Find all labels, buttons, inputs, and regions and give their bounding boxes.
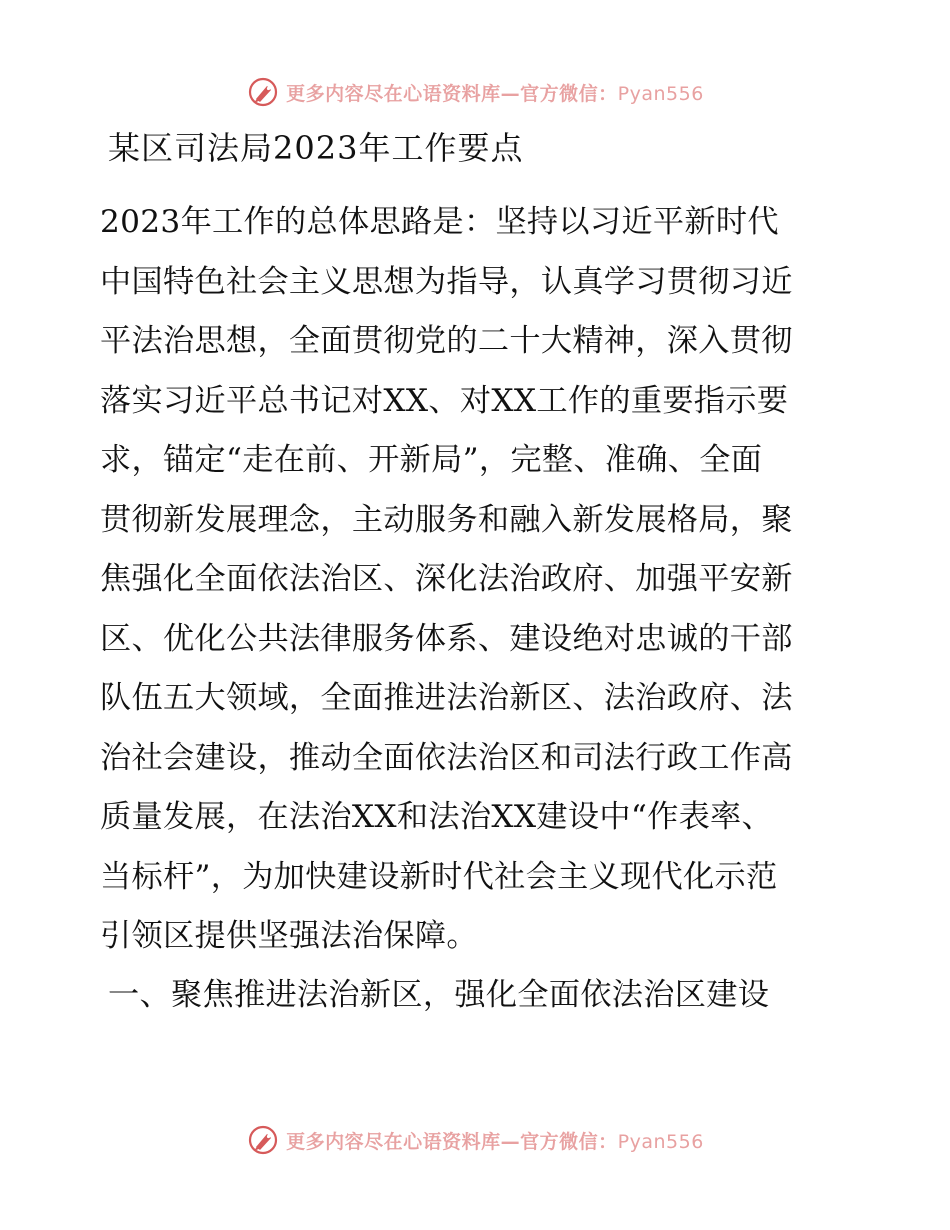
paragraph-line: 区、优化公共法律服务体系、建设绝对忠诚的干部 <box>100 620 793 657</box>
paragraph-line: 贯彻新发展理念，主动服务和融入新发展格局，聚 <box>100 501 793 538</box>
watermark-header <box>0 72 950 112</box>
paragraph-line: 质量发展，在法治XX和法治XX建设中“作表率、 <box>100 799 774 835</box>
watermark-footer <box>0 1120 950 1160</box>
section-heading: 一、聚焦推进法治新区，强化全面依法治区建设 <box>108 977 770 1013</box>
paragraph-line: 引领区提供坚强法治保障。 <box>100 918 478 954</box>
paragraph-line: 中国特色社会主义思想为指导，认真学习贯彻习近 <box>100 263 793 300</box>
paragraph-line: 治社会建设，推动全面依法治区和司法行政工作高 <box>100 739 793 776</box>
paragraph-line: 求，锚定“走在前、开新局”，完整、准确、全面 <box>100 442 763 478</box>
watermark-text: 更多内容尽在心语资料库—官方微信：Pyan556 <box>286 1130 704 1153</box>
paragraph-line: 焦强化全面依法治区、深化法治政府、加强平安新 <box>100 561 793 597</box>
body-paragraph <box>100 193 850 967</box>
pen-nib-circle-icon <box>246 1123 280 1157</box>
document-title: 某区司法局2023年工作要点 <box>108 129 524 167</box>
paragraph-line: 落实习近平总书记对XX、对XX工作的重要指示要 <box>100 382 789 419</box>
paragraph-line: 队伍五大领域，全面推进法治新区、法治政府、法 <box>100 680 793 716</box>
watermark-text: 更多内容尽在心语资料库—官方微信：Pyan556 <box>286 82 704 105</box>
paragraph-line: 当标杆”，为加快建设新时代社会主义现代化示范 <box>100 858 778 895</box>
paragraph-line: 2023年工作的总体思路是：坚持以习近平新时代 <box>100 204 779 240</box>
paragraph-line: 平法治思想，全面贯彻党的二十大精神，深入贯彻 <box>100 323 793 359</box>
pen-nib-circle-icon <box>246 75 280 109</box>
